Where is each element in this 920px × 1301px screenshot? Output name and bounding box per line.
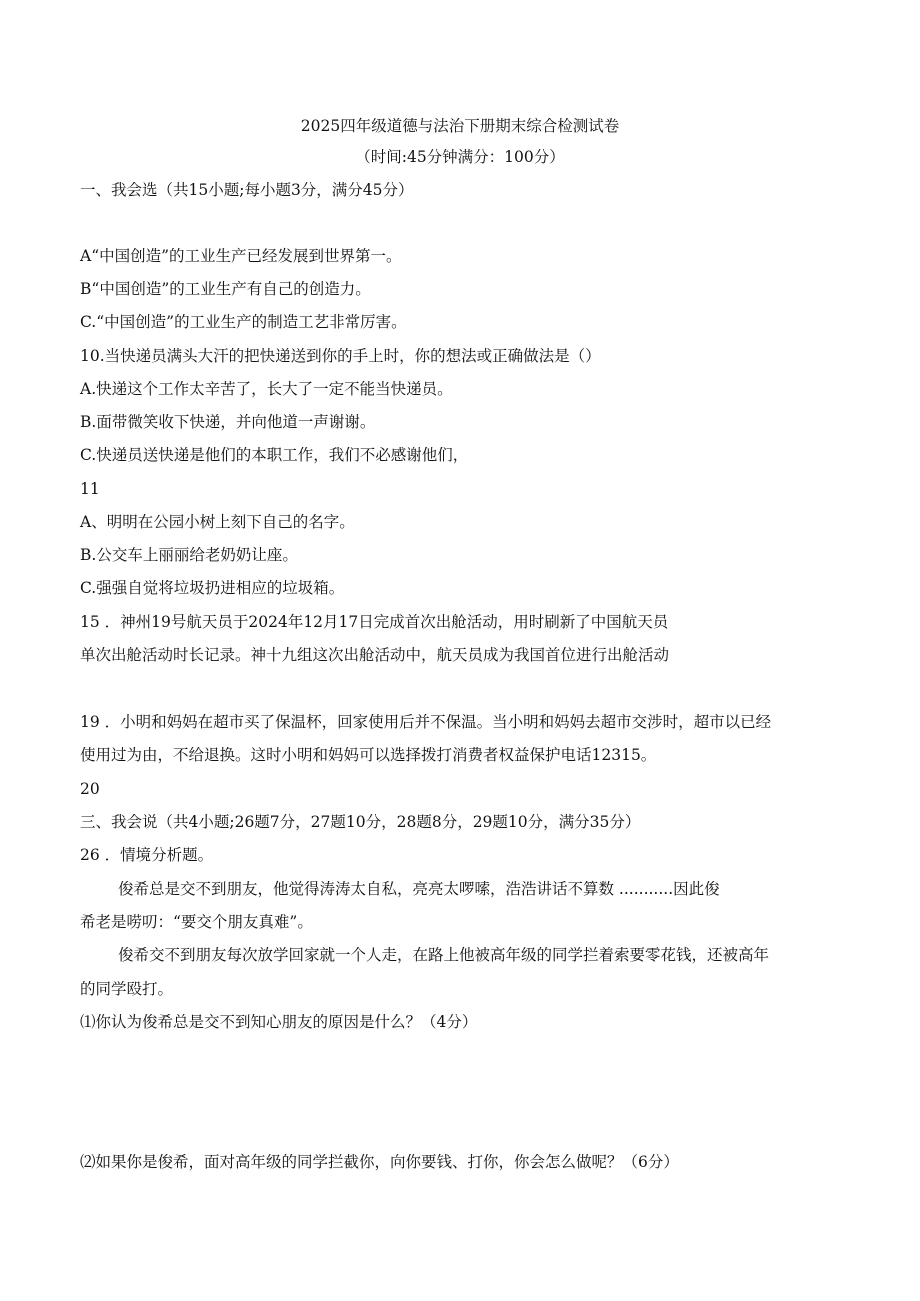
option-line: A“中国创造”的工业生产已经发展到世界第一。 xyxy=(80,247,402,265)
section-1-heading: 一、我会选（共15小题;每小题3分，满分45分） xyxy=(80,181,414,199)
option-line: B“中国创造”的工业生产有自己的创造力。 xyxy=(80,280,371,298)
scenario-paragraph-1: 俊希总是交不到朋友，他觉得涛涛太自私，亮亮太啰嗦，浩浩讲话不算数 ...........因此俊 xyxy=(118,880,720,898)
option-line: C.强强自觉将垃圾扔进相应的垃圾箱。 xyxy=(80,579,345,597)
sub-question-2: ⑵如果你是俊希，面对高年级的同学拦截你，向你要钱、打你，你会怎么做呢？（6分） xyxy=(80,1153,679,1171)
question-15: 15 ．神州19号航天员于2024年12月17日完成首次出舱活动，用时刷新了中国航天员 xyxy=(80,613,669,631)
option-line: C.快递员送快递是他们的本职工作，我们不必感谢他们， xyxy=(80,446,469,464)
option-line: A、明明在公园小树上刻下自己的名字。 xyxy=(80,513,355,531)
scenario-paragraph-1-cont: 希老是唠叨：“要交个朋友真难”。 xyxy=(80,913,313,931)
question-19: 19 ．小明和妈妈在超市买了保温杯，回家使用后并不保温。当小明和妈妈去超市交涉时，超市以已经 xyxy=(80,713,772,731)
sub-question-1: ⑴你认为俊希总是交不到知心朋友的原因是什么？（4分） xyxy=(80,1013,478,1031)
option-line: C.“中国创造”的工业生产的制造工艺非常厉害。 xyxy=(80,313,407,331)
question-19-cont: 使用过为由，不给退换。这时小明和妈妈可以选择拨打消费者权益保护电话12315。 xyxy=(80,746,657,764)
question-11: 11 xyxy=(80,480,100,498)
question-15-cont: 单次出舱活动时长记录。神十九组这次出舱活动中，航天员成为我国首位进行出舱活动 xyxy=(80,646,670,664)
question-10: 10.当快递员满头大汗的把快递送到你的手上时，你的想法或正确做法是（） xyxy=(80,347,601,365)
option-line: B.公交车上丽丽给老奶奶让座。 xyxy=(80,546,298,564)
question-26: 26 ．情境分析题。 xyxy=(80,846,214,864)
exam-subtitle: （时间:45分钟满分：100分） xyxy=(355,148,565,166)
option-line: B.面带微笑收下快递，并向他道一声谢谢。 xyxy=(80,413,376,431)
question-20: 20 xyxy=(80,780,100,798)
scenario-paragraph-2-cont: 的同学殴打。 xyxy=(80,980,174,998)
section-3-heading: 三、我会说（共4小题;26题7分，27题10分，28题8分，29题10分，满分35分） xyxy=(80,813,641,831)
scenario-paragraph-2: 俊希交不到朋友每次放学回家就一个人走，在路上他被高年级的同学拦着索要零花钱，还被高年 xyxy=(118,946,770,964)
exam-title: 2025四年级道德与法治下册期末综合检测试卷 xyxy=(300,117,620,135)
option-line: A.快递这个工作太辛苦了，长大了一定不能当快递员。 xyxy=(80,380,453,398)
